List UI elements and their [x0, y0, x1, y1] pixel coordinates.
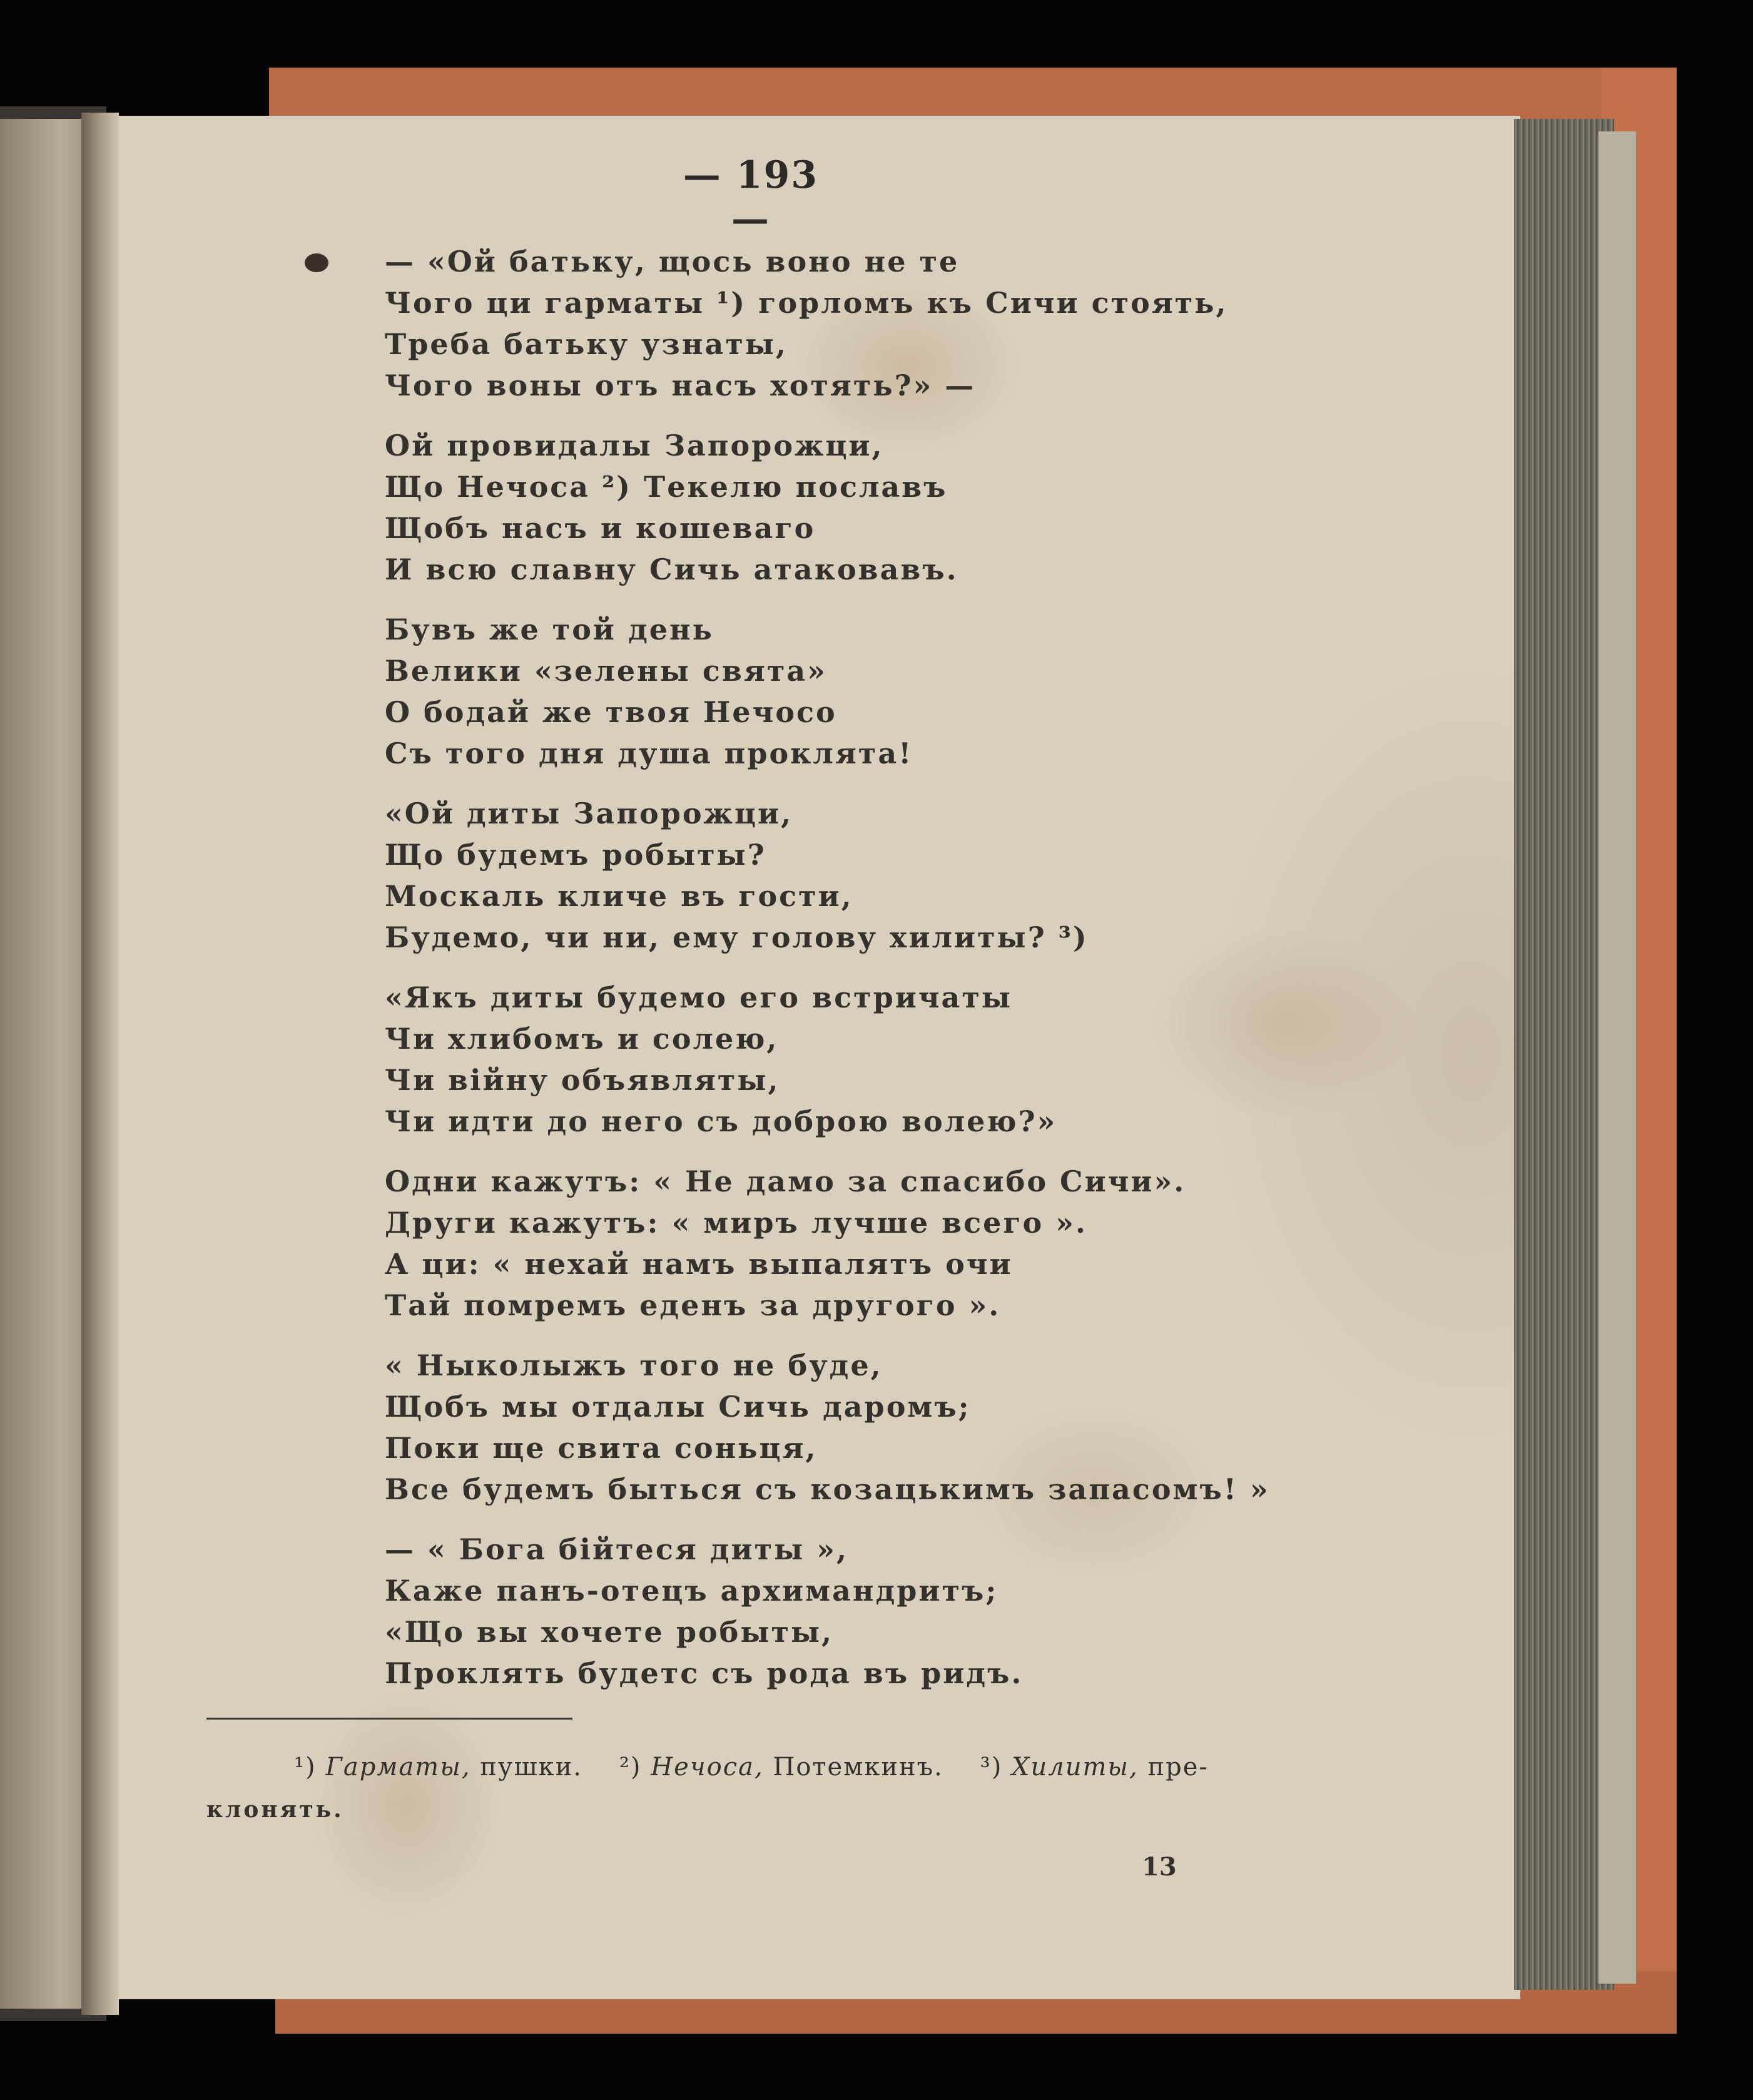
footnote-def-2: Потемкинъ.: [773, 1753, 943, 1781]
stanza: [385, 793, 1542, 958]
verse-line: Щобъ мы отдалы Сичь даромъ;: [385, 1390, 971, 1424]
verse-line: Тай помремъ еденъ за другого ».: [385, 1288, 1001, 1322]
page-edges-light: [1598, 131, 1636, 1984]
verse-line: «Якъ диты будемо его встричаты: [385, 981, 1012, 1014]
stanza: [385, 425, 1542, 590]
verse-line: «Що вы хочете робыты,: [385, 1615, 834, 1649]
verse-line: Чого ци гарматы ¹) горломъ къ Сичи стоять,: [385, 286, 1228, 320]
footnote-marker-2: ²): [619, 1753, 642, 1781]
verse-line: О бодай же твоя Нечосо: [385, 695, 837, 729]
stanza: [385, 1345, 1542, 1510]
ink-blot: [305, 253, 328, 272]
footnotes: [206, 1746, 1314, 1831]
verse-line: Съ того дня душа проклята!: [385, 737, 913, 770]
footnote-term-3: Хилиты,: [1012, 1753, 1139, 1781]
verse-line: Що Нечоса ²) Текелю пославъ: [385, 470, 948, 504]
stanza: [385, 977, 1542, 1142]
verse-line: Велики «зелены свята»: [385, 654, 827, 688]
verse-line: Други кажутъ: « миръ лучше всего ».: [385, 1206, 1087, 1240]
footnote-term-1: Гарматы,: [325, 1753, 471, 1781]
verse-line: — « Бога бійтеся диты »,: [385, 1532, 848, 1566]
signature-mark: 13: [1142, 1852, 1177, 1882]
verse-line: Каже панъ-отецъ архимандритъ;: [385, 1574, 998, 1608]
verse-line: И всю славну Сичь атаковавъ.: [385, 553, 958, 586]
footnote-rule: [206, 1718, 572, 1720]
verse-line: Все будемъ быться съ козацькимъ запасомъ! »: [385, 1472, 1270, 1506]
stanza: [385, 609, 1542, 774]
verse-line: Чого воны отъ насъ хотять?» —: [385, 369, 976, 402]
verse-line: Будемо, чи ни, ему голову хилиты? ³): [385, 920, 1089, 954]
verse-line: Бувъ же той день: [385, 613, 714, 646]
verse-line: Проклять будетс съ рода въ ридъ.: [385, 1656, 1024, 1690]
verse-line: А ци: « нехай намъ выпалятъ очи: [385, 1247, 1013, 1281]
verse-line: Треба батьку узнаты,: [385, 327, 788, 361]
verse-line: — «Ой батьку, щось воно не те: [385, 245, 960, 278]
verse-line: Щобъ насъ и кошеваго: [385, 511, 816, 545]
footnote-term-2: Нечоса,: [651, 1753, 764, 1781]
poem-body: [385, 241, 1542, 1713]
footnote-marker-3: ³): [980, 1753, 1003, 1781]
verse-line: Одни кажутъ: « Не дамо за спасибо Сичи».: [385, 1165, 1186, 1198]
verse-line: Чи війну объявляты,: [385, 1063, 780, 1097]
footnote-line: [206, 1746, 1314, 1788]
stanza: [385, 241, 1542, 406]
stanza: [385, 1161, 1542, 1326]
verse-line: Чи хлибомъ и солею,: [385, 1022, 779, 1056]
verse-line: «Ой диты Запорожци,: [385, 797, 793, 830]
verse-line: « Ныколыжъ того не буде,: [385, 1348, 883, 1382]
footnote-def-3: пре-: [1147, 1753, 1209, 1781]
verse-line: Чи идти до него съ доброю волею?»: [385, 1104, 1057, 1138]
verse-line: Ой провидалы Запорожци,: [385, 429, 884, 462]
stanza: [385, 1529, 1542, 1694]
footnote-continuation: клонять.: [206, 1797, 344, 1823]
verse-line: Поки ще свита соньця,: [385, 1431, 818, 1465]
verse-line: Що будемъ робыты?: [385, 838, 766, 872]
footnote-def-1: пушки.: [480, 1753, 583, 1781]
verse-line: Москаль кличе въ гости,: [385, 879, 853, 913]
page-gutter: [81, 113, 119, 2015]
footnote-marker-1: ¹): [294, 1753, 317, 1781]
page-number: — 193 —: [683, 153, 819, 241]
